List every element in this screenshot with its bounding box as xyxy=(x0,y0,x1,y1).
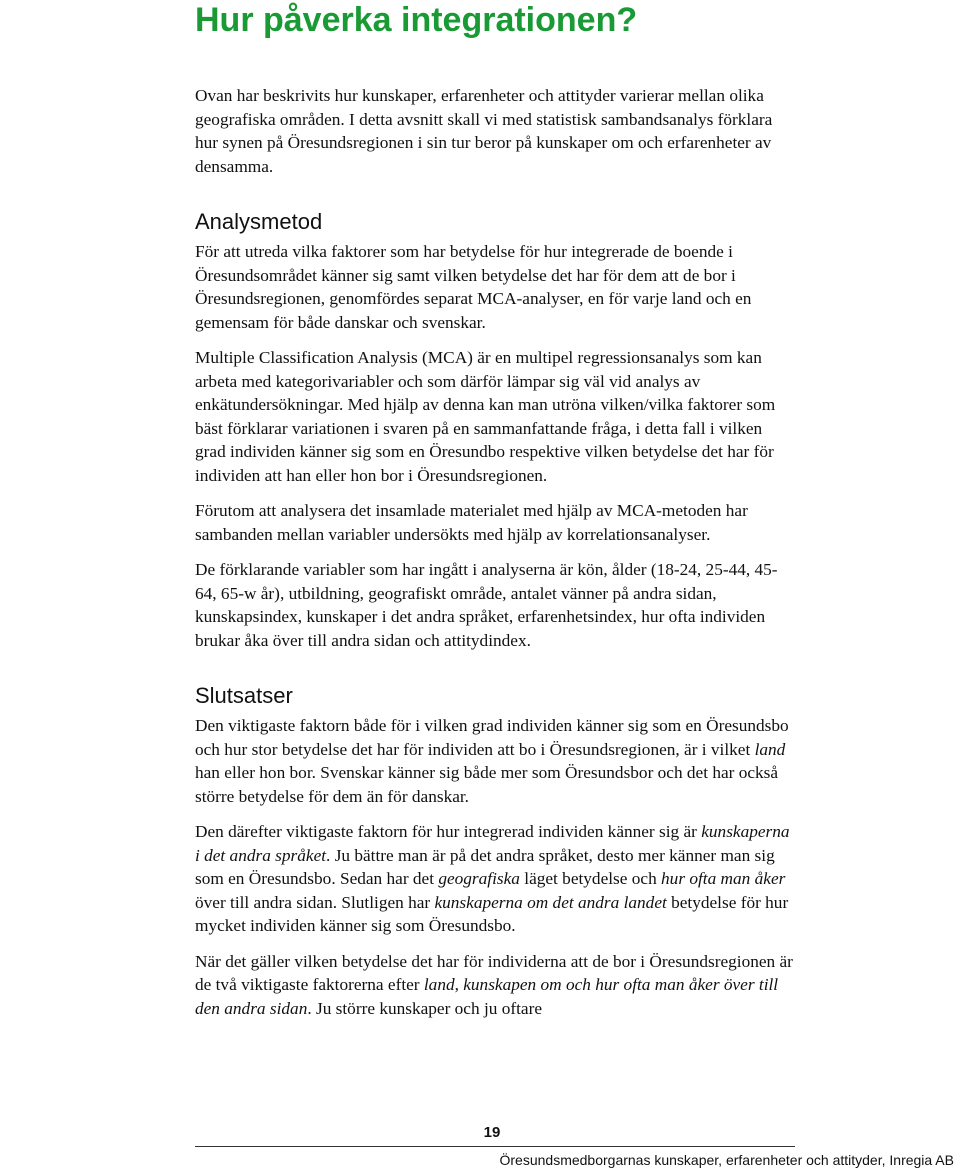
text-run: När det gäller vilken betydelse det har för individerna att de bor i Öresundsregionen är de två viktigaste faktorerna efter xyxy=(195,951,793,994)
emphasis-text: kunskaperna i det andra språket xyxy=(195,822,790,865)
text-run: , xyxy=(454,975,464,994)
footer-text: Öresundsmedborgarnas kunskaper, erfarenheter och attityder, Inregia AB xyxy=(499,1152,954,1168)
text-run: Den viktigaste faktorn både för i vilken grad individen känner sig som en Öresundsbo och hur stor betydelse det har för individen att bo i Öresundsregionen, är i vilket xyxy=(195,716,789,759)
text-run: läget betydelse och xyxy=(519,869,662,888)
emphasis-text: land xyxy=(754,739,786,759)
intro-paragraph xyxy=(195,84,795,178)
emphasis-text: geografiska xyxy=(438,869,520,888)
text-run: . Ju större kunskaper och ju oftare xyxy=(307,998,542,1018)
emphasis-text: hur ofta man åker xyxy=(661,869,786,888)
page-number: 19 xyxy=(483,1124,501,1141)
slutsatser-paragraph-3 xyxy=(195,950,795,1021)
text-run: han eller hon bor. Svenskar känner sig både mer som Öresundsbor och det har också större betydelse för dem än för danskar. xyxy=(195,763,779,806)
emphasis-text: kunskapen om och hur ofta man åker över till den andra sidan xyxy=(195,975,779,1018)
text-run: över till andra sidan. Slutligen har xyxy=(195,892,435,912)
analysmetod-paragraph-4: De förklarande variabler som har ingått i analyserna är kön, ålder (18-24, 25-44, 45-64, 65-w år), utbildning, geografiskt område, antalet vänner på andra sidan, kunskapsindex, kunskaper i det andra språket, erfarenhetsindex, hur ofta individen brukar åka över till andra sidan och attitydindex. xyxy=(195,560,778,650)
emphasis-text: land xyxy=(423,975,455,994)
slutsatser-paragraph-2 xyxy=(195,820,795,938)
analysmetod-paragraph-3: Förutom att analysera det insamlade materialet med hjälp av MCA-metoden har sambanden mellan variabler undersökts med hjälp av korrelationsanalyser. xyxy=(195,501,748,544)
slutsatser-section xyxy=(195,714,795,1020)
text-run: . Ju bättre man är på det andra språket, desto mer känner man sig som en Öresundsbo. Sedan har det xyxy=(195,845,775,888)
page-title: Hur påverka integrationen? xyxy=(195,1,638,39)
section-heading-slutsatser: Slutsatser xyxy=(195,683,293,708)
text-run: betydelse för hur mycket individen känner sig som Öresundsbo. xyxy=(195,892,789,935)
analysmetod-paragraph-1: För att utreda vilka faktorer som har betydelse för hur integrerade de boende i Öresundsområdet känner sig samt vilken betydelse det har för dem att de bor i Öresundsregionen, genomfördes separat MCA-analyser, en för varje land och en gemensam för både danskar och svenskar. xyxy=(195,242,752,332)
text-run: Den därefter viktigaste faktorn för hur integrerad individen känner sig är xyxy=(195,822,702,841)
slutsatser-paragraph-1 xyxy=(195,714,795,808)
analysmetod-section xyxy=(195,240,795,652)
intro-text: Ovan har beskrivits hur kunskaper, erfarenheter och attityder varierar mellan olika geografiska områden. I detta avsnitt skall vi med statistisk sambandsanalys förklara hur synen på Öresundsregionen i sin tur beror på kunskaper om och erfarenheter av densamma. xyxy=(195,86,773,176)
section-heading-analysmetod: Analysmetod xyxy=(195,209,323,234)
emphasis-text: kunskaperna om det andra landet xyxy=(434,892,667,912)
footer-divider xyxy=(195,1146,795,1147)
analysmetod-paragraph-2: Multiple Classification Analysis (MCA) är en multipel regressionsanalys som kan arbeta med kategorivariabler och som därför lämpar sig väl vid analys av enkätundersökningar. Med hjälp av denna kan man utröna vilken/vilka faktorer som bäst förklarar variationen i svaren på en sammanfattande fråga, i detta fall i vilken grad individen känner sig som en Öresundbo respektive vilken betydelse det har för individen att han eller hon bor i Öresundsregionen. xyxy=(195,348,776,485)
